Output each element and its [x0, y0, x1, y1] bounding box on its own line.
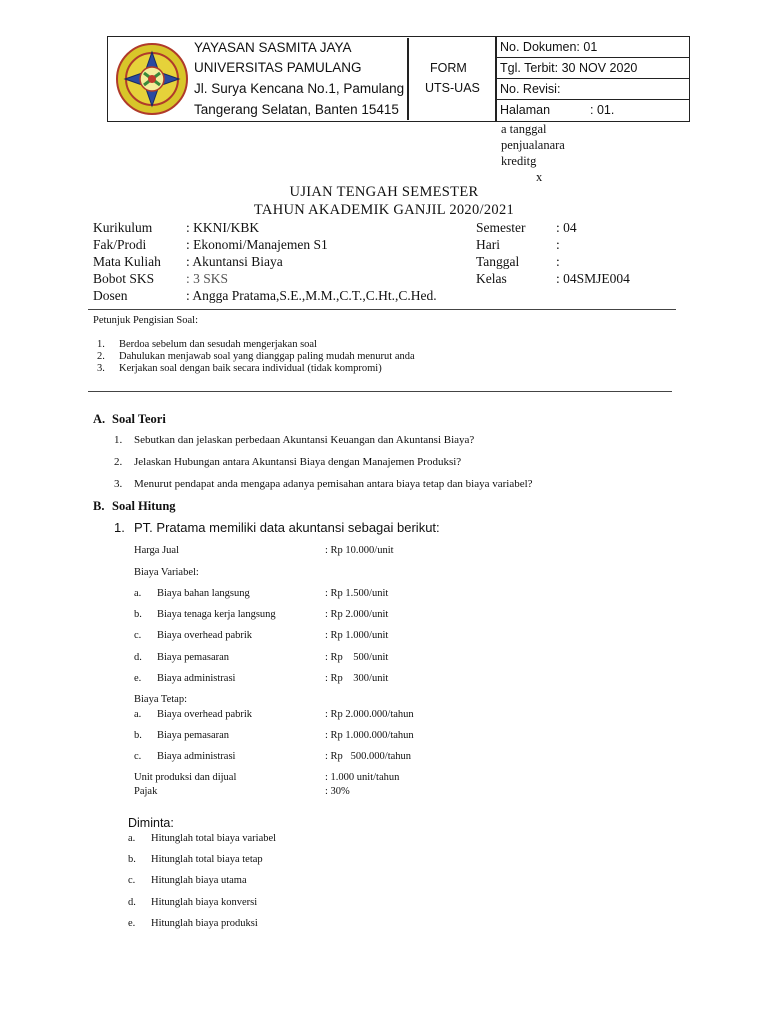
info-label: Kurikulum	[93, 220, 153, 235]
subsection-title: Diminta:	[128, 816, 174, 830]
data-label: Biaya overhead pabrik	[157, 630, 253, 641]
data-label: Biaya pemasaran	[157, 730, 230, 741]
item-letter: d.	[134, 652, 142, 663]
data-value: : Rp 300/unit	[325, 673, 389, 684]
item-letter: e.	[128, 918, 136, 929]
institution-name: YAYASAN SASMITA JAYA	[194, 40, 352, 55]
university-logo	[115, 42, 189, 116]
data-label: Biaya administrasi	[157, 673, 236, 684]
item-letter: d.	[128, 897, 136, 908]
task-text: Hitunglah biaya konversi	[151, 897, 258, 908]
info-value: : Ekonomi/Manajemen S1	[186, 237, 328, 252]
header-row-line	[497, 99, 690, 100]
document-number: No. Dokumen: 01	[500, 40, 598, 54]
data-label: Biaya bahan langsung	[157, 588, 250, 599]
question-number: 2.	[114, 456, 123, 468]
data-value: : Rp 10.000/unit	[325, 545, 394, 556]
subsection-title: Biaya Tetap:	[134, 694, 188, 705]
task-text: Hitunglah biaya utama	[151, 875, 247, 886]
divider	[88, 391, 672, 392]
header-row-line	[497, 78, 690, 79]
task-text: Hitunglah biaya produksi	[151, 918, 258, 929]
instruction-number: 3.	[97, 363, 105, 374]
task-text: Hitunglah total biaya tetap	[151, 854, 263, 865]
item-letter: b.	[134, 609, 142, 620]
instruction-number: 2.	[97, 351, 105, 362]
task-text: Hitunglah total biaya variabel	[151, 833, 277, 844]
section-letter: B.	[93, 499, 105, 513]
info-value: :	[556, 237, 560, 252]
info-value: : 04SMJE004	[556, 271, 630, 286]
info-value: : Angga Pratama,S.E.,M.M.,C.T.,C.Ht.,C.Hed.	[186, 288, 437, 303]
divider	[88, 309, 676, 310]
data-value: : Rp 2.000/unit	[325, 609, 389, 620]
info-value: : 04	[556, 220, 577, 235]
data-label: Biaya administrasi	[157, 751, 236, 762]
page-value: : 01.	[590, 103, 615, 117]
question-text: Sebutkan dan jelaskan perbedaan Akuntansi Keuangan dan Akuntansi Biaya?	[134, 434, 475, 446]
item-letter: c.	[134, 630, 142, 641]
issue-date: Tgl. Terbit: 30 NOV 2020	[500, 61, 638, 75]
question-text: PT. Pratama memiliki data akuntansi sebagai berikut:	[134, 520, 440, 535]
data-label: Unit produksi dan dijual	[134, 772, 237, 783]
question-number: 3.	[114, 478, 123, 490]
info-label: Mata Kuliah	[93, 254, 161, 269]
section-title: Soal Teori	[112, 412, 166, 426]
data-value: : Rp 1.500/unit	[325, 588, 389, 599]
subsection-title: Biaya Variabel:	[134, 567, 199, 578]
question-text: Jelaskan Hubungan antara Akuntansi Biaya dengan Manajemen Produksi?	[134, 456, 462, 468]
instruction-text: Dahulukan menjawab soal yang dianggap paling mudah menurut anda	[119, 351, 415, 362]
exam-title: UJIAN TENGAH SEMESTER	[289, 184, 479, 200]
form-type-label: UTS-UAS	[425, 81, 480, 95]
info-label: Tanggal	[476, 254, 520, 269]
data-value: : 30%	[325, 786, 350, 797]
stray-text: x	[536, 170, 543, 184]
data-label: Biaya tenaga kerja langsung	[157, 609, 276, 620]
data-value: : Rp 500.000/tahun	[325, 751, 412, 762]
info-label: Bobot SKS	[93, 271, 155, 286]
data-value: : Rp 2.000.000/tahun	[325, 709, 414, 720]
item-letter: a.	[134, 709, 142, 720]
form-label: FORM	[430, 61, 467, 75]
info-label: Fak/Prodi	[93, 237, 147, 252]
header-divider	[407, 38, 409, 120]
item-letter: e.	[134, 673, 142, 684]
data-label: Pajak	[134, 786, 158, 797]
instruction-text: Berdoa sebelum dan sesudah mengerjakan soal	[119, 339, 317, 350]
section-title: Soal Hitung	[112, 499, 176, 513]
question-number: 1.	[114, 434, 123, 446]
info-value: : 3 SKS	[186, 271, 229, 286]
question-number: 1.	[114, 520, 125, 535]
instruction-text: Kerjakan soal dengan baik secara individual (tidak kompromi)	[119, 363, 382, 374]
item-letter: b.	[128, 854, 136, 865]
data-value: : Rp 1.000.000/tahun	[325, 730, 414, 741]
item-letter: b.	[134, 730, 142, 741]
item-letter: c.	[128, 875, 136, 886]
revision-number: No. Revisi:	[500, 82, 561, 96]
header-row-line	[497, 57, 690, 58]
data-value: : Rp 1.000/unit	[325, 630, 389, 641]
stray-text: a tanggal	[501, 122, 547, 136]
address-line-1: Jl. Surya Kencana No.1, Pamulang	[194, 81, 405, 96]
data-label: Biaya overhead pabrik	[157, 709, 253, 720]
info-label: Hari	[476, 237, 500, 252]
academic-year-title: TAHUN AKADEMIK GANJIL 2020/2021	[253, 202, 515, 218]
data-label: Harga Jual	[134, 545, 179, 556]
data-value: : Rp 500/unit	[325, 652, 389, 663]
item-letter: c.	[134, 751, 142, 762]
university-name: UNIVERSITAS PAMULANG	[194, 60, 362, 75]
info-label: Semester	[476, 220, 526, 235]
header-divider	[495, 36, 497, 122]
stray-text: penjualanara	[501, 138, 565, 152]
item-letter: a.	[134, 588, 142, 599]
section-letter: A.	[93, 412, 106, 426]
data-label: Biaya pemasaran	[157, 652, 230, 663]
page-label: Halaman	[500, 103, 551, 117]
info-value: : Akuntansi Biaya	[186, 254, 283, 269]
stray-text: kreditg	[501, 154, 537, 168]
question-text: Menurut pendapat anda mengapa adanya pemisahan antara biaya tetap dan biaya variabel?	[134, 478, 533, 490]
instructions-title: Petunjuk Pengisian Soal:	[93, 315, 198, 326]
item-letter: a.	[128, 833, 136, 844]
address-line-2: Tangerang Selatan, Banten 15415	[194, 102, 399, 117]
data-value: : 1.000 unit/tahun	[325, 772, 400, 783]
info-label: Kelas	[476, 271, 507, 286]
info-value: :	[556, 254, 560, 269]
info-value: : KKNI/KBK	[186, 220, 260, 235]
instruction-number: 1.	[97, 339, 105, 350]
info-label: Dosen	[93, 288, 128, 303]
